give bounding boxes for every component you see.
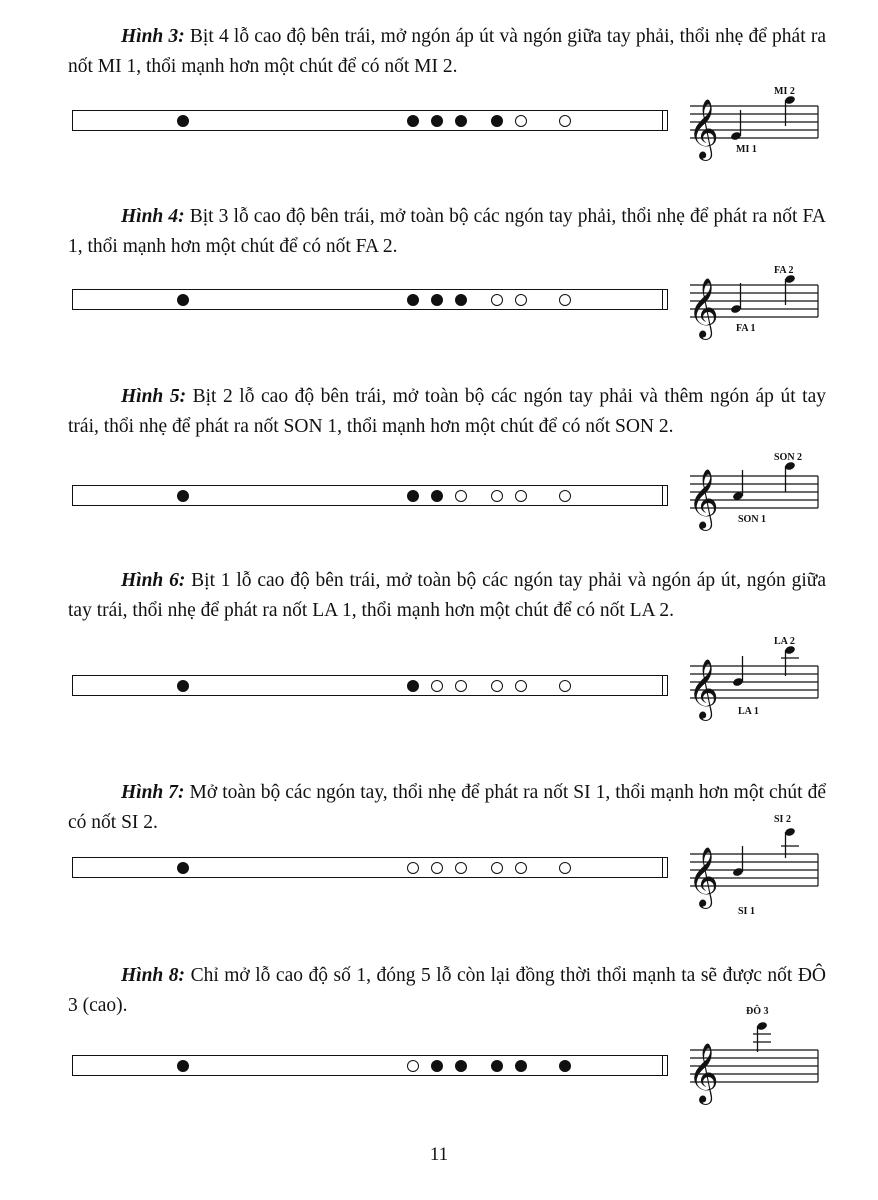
note-high-label: SI 2 [774, 814, 791, 825]
instruction-text: Chỉ mở lỗ cao độ số 1, đóng 5 lỗ còn lại đồng thời thổi mạnh ta sẽ được nốt ĐÔ 3 (cao). [68, 965, 826, 1016]
note-high-label: MI 2 [774, 86, 795, 97]
note-low-label: SI 1 [738, 906, 755, 917]
hole-open-icon [559, 294, 571, 306]
hole-open-icon [515, 115, 527, 127]
hole-open-icon [491, 490, 503, 502]
hole-open-icon [455, 680, 467, 692]
hole-closed-icon [431, 115, 443, 127]
hole-closed-icon [455, 294, 467, 306]
hole-closed-icon [407, 294, 419, 306]
instruction-paragraph [68, 382, 826, 441]
hole-closed-icon [177, 862, 189, 874]
hole-closed-icon [515, 1060, 527, 1072]
note-low-label: LA 1 [738, 706, 759, 717]
instruction-text: Bịt 3 lỗ cao độ bên trái, mở toàn bộ các ngón tay phải, thổi nhẹ để phát ra nốt FA 1, thổi mạnh hơn một chút để có nốt FA 2. [68, 206, 826, 257]
treble-clef-icon: 𝄞 [688, 847, 719, 907]
flute-diagram [72, 485, 668, 506]
hole-closed-icon [431, 1060, 443, 1072]
hole-open-icon [431, 680, 443, 692]
hole-open-icon [491, 862, 503, 874]
hole-open-icon [455, 862, 467, 874]
music-staff [686, 636, 826, 722]
hole-open-icon [515, 294, 527, 306]
hole-open-icon [515, 490, 527, 502]
note-high-label: SON 2 [774, 452, 803, 463]
hole-closed-icon [407, 490, 419, 502]
treble-clef-icon: 𝄞 [688, 278, 719, 338]
hole-open-icon [431, 862, 443, 874]
instruction-paragraph [68, 566, 826, 625]
hole-closed-icon [431, 490, 443, 502]
music-staff [686, 814, 826, 920]
hole-closed-icon [177, 115, 189, 127]
instruction-paragraph [68, 22, 826, 81]
instruction-text: Bịt 1 lỗ cao độ bên trái, mở toàn bộ các ngón tay phải và ngón áp út, ngón giữa tay trái, thổi nhẹ để phát ra nốt LA 1, thổi mạnh hơn một chút để có nốt LA 2. [68, 570, 826, 621]
instruction-text: Bịt 2 lỗ cao độ bên trái, mở toàn bộ các ngón tay phải và thêm ngón áp út tay trái, thổi nhẹ để phát ra nốt SON 1, thổi mạnh hơn một chút để có nốt SON 2. [68, 386, 826, 437]
hole-open-icon [491, 680, 503, 692]
hole-open-icon [491, 294, 503, 306]
note-high-label: LA 2 [774, 636, 795, 647]
note-low-label: MI 1 [736, 144, 757, 155]
hole-closed-icon [407, 680, 419, 692]
instruction-text: Mở toàn bộ các ngón tay, thổi nhẹ để phát ra nốt SI 1, thổi mạnh hơn một chút để có nốt SI 2. [68, 782, 827, 833]
treble-clef-icon: 𝄞 [688, 659, 719, 719]
treble-clef-icon: 𝄞 [688, 1043, 719, 1103]
instruction-paragraph [68, 202, 826, 261]
figure-label: Hình 8: [121, 965, 186, 986]
flute-diagram [72, 675, 668, 696]
hole-closed-icon [431, 294, 443, 306]
instruction-text: Bịt 4 lỗ cao độ bên trái, mở ngón áp út và ngón giữa tay phải, thổi nhẹ để phát ra nốt MI 1, thổi mạnh hơn một chút để có nốt MI 2. [68, 26, 826, 77]
music-staff [686, 452, 826, 532]
page-number: 11 [429, 1144, 449, 1165]
hole-open-icon [559, 680, 571, 692]
hole-open-icon [407, 1060, 419, 1072]
hole-open-icon [515, 680, 527, 692]
hole-closed-icon [177, 680, 189, 692]
hole-closed-icon [491, 1060, 503, 1072]
hole-open-icon [455, 490, 467, 502]
music-staff [686, 1004, 826, 1102]
note-high-label: ĐÔ 3 [746, 1006, 769, 1017]
hole-closed-icon [177, 490, 189, 502]
hole-open-icon [407, 862, 419, 874]
note-low-label: SON 1 [738, 514, 767, 525]
figure-label: Hình 7: [121, 782, 185, 803]
note-low-label: FA 1 [736, 323, 756, 334]
treble-clef-icon: 𝄞 [688, 469, 719, 529]
hole-open-icon [559, 862, 571, 874]
hole-closed-icon [177, 294, 189, 306]
hole-closed-icon [559, 1060, 571, 1072]
hole-closed-icon [455, 1060, 467, 1072]
hole-closed-icon [491, 115, 503, 127]
flute-diagram [72, 1055, 668, 1076]
hole-open-icon [515, 862, 527, 874]
hole-closed-icon [455, 115, 467, 127]
flute-diagram [72, 857, 668, 878]
hole-closed-icon [177, 1060, 189, 1072]
hole-closed-icon [407, 115, 419, 127]
note-high-label: FA 2 [774, 265, 794, 276]
figure-label: Hình 3: [121, 26, 185, 47]
music-staff [686, 265, 826, 341]
flute-diagram [72, 110, 668, 131]
flute-diagram [72, 289, 668, 310]
hole-open-icon [559, 115, 571, 127]
treble-clef-icon: 𝄞 [688, 99, 719, 159]
hole-open-icon [559, 490, 571, 502]
figure-label: Hình 6: [121, 570, 186, 591]
figure-label: Hình 5: [121, 386, 187, 407]
music-staff [686, 86, 826, 162]
figure-label: Hình 4: [121, 206, 185, 227]
